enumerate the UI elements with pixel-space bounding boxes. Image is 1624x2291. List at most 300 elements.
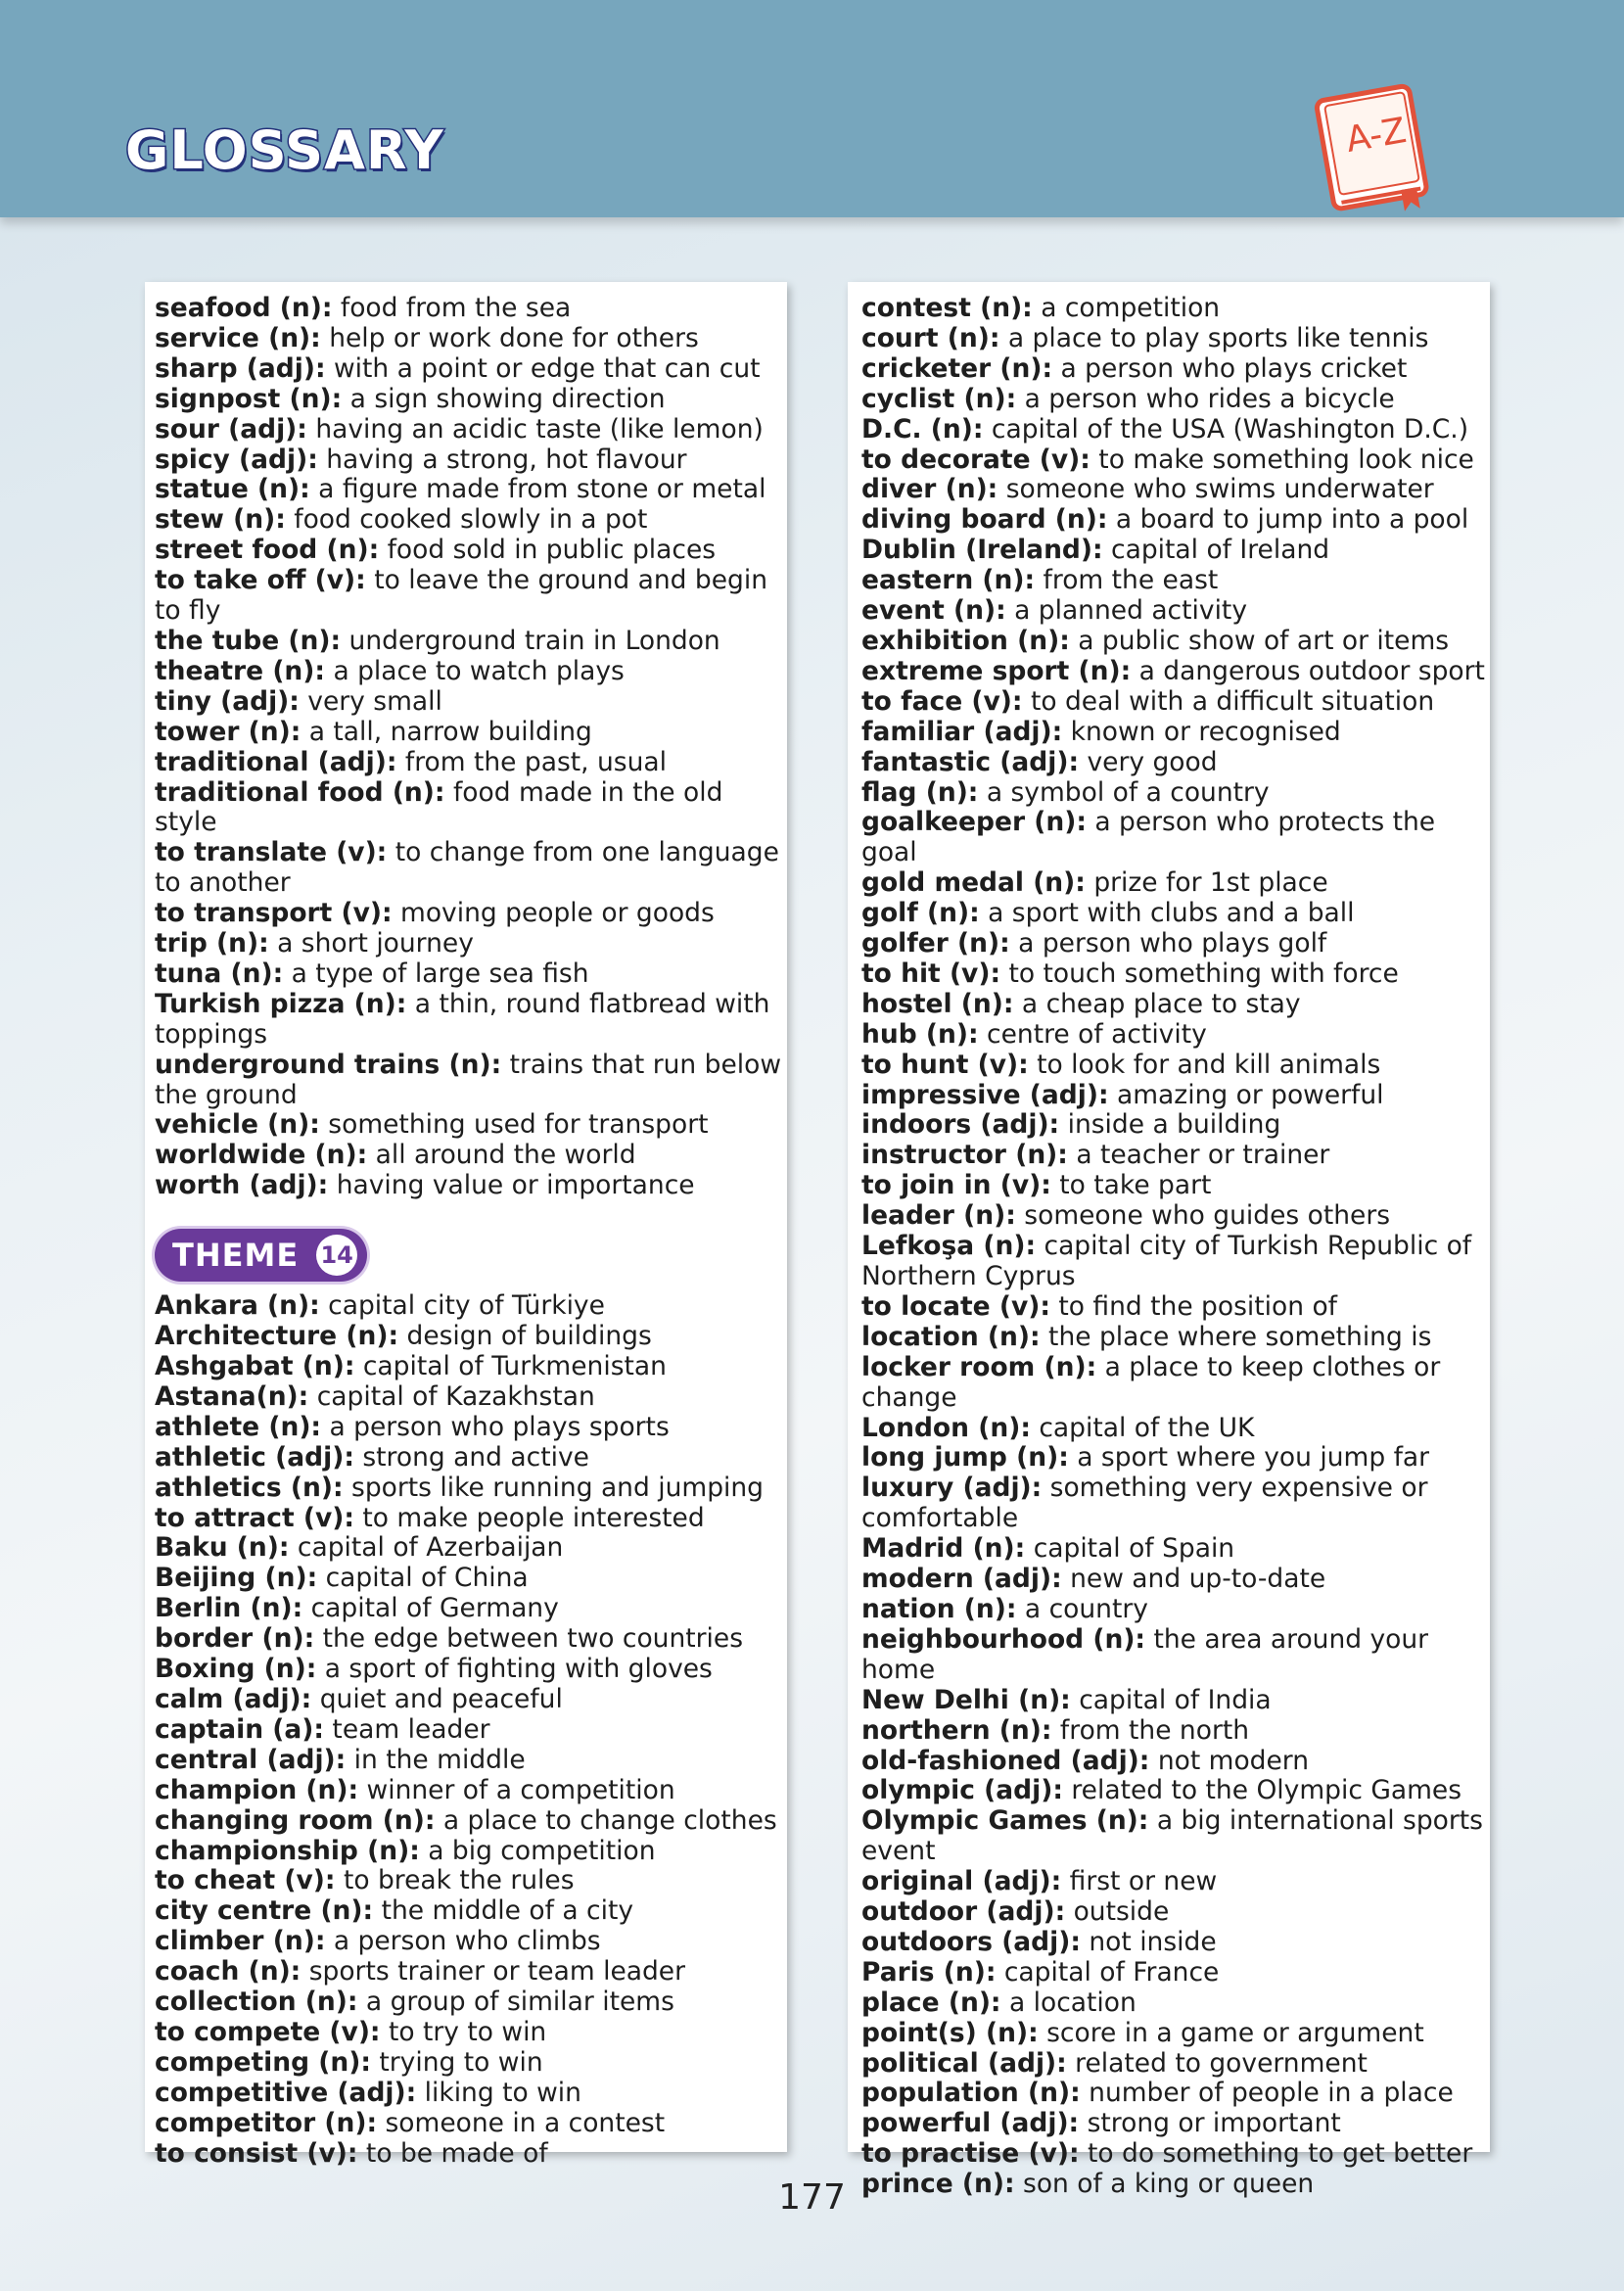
- glossary-entry: [861, 1686, 1488, 1716]
- glossary-entry: [155, 1655, 791, 1685]
- glossary-entry: [155, 929, 791, 959]
- glossary-entry: [861, 596, 1488, 627]
- entry-term: northern (n):: [861, 1714, 1052, 1746]
- entry-term: old-fashioned (adj):: [861, 1745, 1150, 1776]
- entry-definition: a cheap place to stay: [1013, 988, 1301, 1019]
- glossary-entry: [155, 2079, 791, 2109]
- glossary-entry: [861, 718, 1488, 748]
- entry-definition: known or recognised: [1062, 716, 1341, 747]
- glossary-entry: [155, 1594, 791, 1624]
- entry-definition: sports like running and jumping: [343, 1472, 764, 1503]
- glossary-entry: [155, 324, 791, 354]
- entry-term: place (n):: [861, 1987, 1001, 2018]
- entry-definition: a sign showing direction: [342, 383, 666, 414]
- entry-term: Turkish pizza (n):: [155, 988, 407, 1019]
- entry-term: to consist (v):: [155, 2137, 358, 2169]
- entry-definition: sports trainer or team leader: [301, 1956, 686, 1987]
- entry-definition: a country: [1016, 1593, 1148, 1624]
- entry-definition: to look for and kill animals: [1028, 1049, 1381, 1080]
- entry-definition: very small: [299, 685, 442, 717]
- entry-definition: someone who guides others: [1015, 1200, 1391, 1232]
- entry-definition: the place where something is: [1040, 1321, 1432, 1352]
- entry-term: calm (adj):: [155, 1683, 312, 1714]
- entry-term: tower (n):: [155, 716, 302, 747]
- glossary-entry: [155, 657, 791, 687]
- entry-definition: to be made of: [357, 2137, 548, 2169]
- glossary-entry: [861, 1806, 1488, 1867]
- entry-definition: a person who climbs: [325, 1926, 601, 1957]
- entry-definition: capital city of Turkish Republic of Northern Cyprus: [861, 1231, 1472, 1291]
- entry-definition: capital of France: [996, 1956, 1220, 1987]
- entry-term: tuna (n):: [155, 958, 284, 989]
- glossary-entry: [861, 324, 1488, 354]
- entry-definition: score in a game or argument: [1038, 2017, 1424, 2048]
- glossary-entry: [861, 1171, 1488, 1201]
- entry-definition: a figure made from stone or metal: [309, 474, 766, 505]
- glossary-entry: [155, 1504, 791, 1534]
- entry-definition: a person who protects the goal: [861, 807, 1436, 868]
- entry-definition: centre of activity: [978, 1018, 1207, 1050]
- glossary-entry: [155, 566, 791, 627]
- glossary-entry: [861, 1928, 1488, 1958]
- entry-definition: moving people or goods: [392, 898, 715, 929]
- entry-definition: the area around your home: [861, 1623, 1429, 1685]
- entry-definition: having value or importance: [328, 1170, 695, 1201]
- glossary-entry: [155, 687, 791, 718]
- glossary-entry: [861, 1747, 1488, 1777]
- entry-term: Boxing (n):: [155, 1654, 317, 1685]
- glossary-entry: [155, 1443, 791, 1473]
- entry-term: political (adj):: [861, 2047, 1067, 2079]
- entry-term: street food (n):: [155, 535, 380, 566]
- entry-definition: to change from one language to another: [155, 837, 779, 899]
- entry-term: signpost (n):: [155, 383, 343, 414]
- glossary-entry: [155, 1051, 791, 1111]
- glossary-entry: [155, 2139, 791, 2170]
- entry-term: neighbourhood (n):: [861, 1623, 1146, 1655]
- entry-definition: quiet and peaceful: [311, 1683, 563, 1714]
- entry-definition: capital of Spain: [1025, 1533, 1235, 1565]
- entry-definition: to leave the ground and begin to fly: [155, 565, 768, 627]
- entry-term: hub (n):: [861, 1018, 979, 1050]
- entry-definition: a place to watch plays: [325, 655, 625, 686]
- glossary-entry: [155, 354, 791, 385]
- glossary-entry: [155, 899, 791, 929]
- entry-definition: not inside: [1080, 1926, 1217, 1957]
- entry-definition: to find the position of: [1049, 1290, 1337, 1322]
- glossary-entry: [861, 687, 1488, 718]
- entry-definition: winner of a competition: [358, 1774, 675, 1805]
- glossary-entry: [155, 748, 791, 778]
- glossary-entry: [861, 2109, 1488, 2139]
- entry-term: worldwide (n):: [155, 1140, 368, 1171]
- entry-definition: a place to keep clothes or change: [861, 1351, 1441, 1413]
- entry-definition: a teacher or trainer: [1067, 1140, 1330, 1171]
- entry-term: competitor (n):: [155, 2107, 378, 2138]
- entry-term: coach (n):: [155, 1956, 302, 1987]
- entry-definition: number of people in a place: [1080, 2078, 1454, 2109]
- entry-definition: capital of the USA (Washington D.C.): [983, 413, 1469, 444]
- entry-term: champion (n):: [155, 1774, 359, 1805]
- entry-term: theatre (n):: [155, 655, 326, 686]
- left-column: [155, 294, 791, 2169]
- entry-term: prince (n):: [861, 2169, 1015, 2200]
- entry-definition: something used for transport: [319, 1109, 709, 1141]
- entry-definition: a person who plays cricket: [1052, 352, 1408, 384]
- entry-term: luxury (adj):: [861, 1473, 1043, 1504]
- entry-term: outdoor (adj):: [861, 1896, 1066, 1928]
- glossary-entry: [861, 2139, 1488, 2170]
- entry-definition: from the north: [1051, 1714, 1250, 1746]
- entry-term: original (adj):: [861, 1866, 1062, 1897]
- entry-definition: to touch something with force: [1000, 958, 1399, 989]
- glossary-entry: [155, 990, 791, 1051]
- entry-term: underground trains (n):: [155, 1049, 502, 1080]
- entry-term: service (n):: [155, 322, 321, 353]
- entry-definition: a tall, narrow building: [301, 716, 592, 747]
- entry-term: golfer (n):: [861, 928, 1010, 959]
- entry-term: sharp (adj):: [155, 352, 326, 384]
- glossary-entry: [861, 1776, 1488, 1806]
- glossary-entry: [861, 990, 1488, 1020]
- glossary-entry: [155, 1837, 791, 1867]
- entry-definition: outside: [1065, 1896, 1170, 1928]
- glossary-entry: [861, 1232, 1488, 1292]
- entry-term: London (n):: [861, 1412, 1031, 1443]
- glossary-entry: [155, 959, 791, 990]
- glossary-entry: [155, 1473, 791, 1504]
- glossary-entry: [861, 445, 1488, 476]
- entry-definition: having an acidic taste (like lemon): [306, 413, 764, 444]
- entry-term: athletic (adj):: [155, 1441, 354, 1473]
- entry-term: familiar (adj):: [861, 716, 1063, 747]
- entry-list-part-1: [155, 294, 791, 1201]
- glossary-entry: [861, 1201, 1488, 1232]
- entry-term: Astana(n):: [155, 1380, 309, 1412]
- glossary-entry: [861, 778, 1488, 809]
- entry-definition: a board to jump into a pool: [1107, 504, 1469, 536]
- entry-definition: a person who rides a bicycle: [1016, 383, 1395, 414]
- entry-term: diving board (n):: [861, 504, 1108, 536]
- entry-definition: not modern: [1149, 1745, 1310, 1776]
- entry-term: championship (n):: [155, 1835, 420, 1866]
- glossary-entry: [155, 1382, 791, 1413]
- entry-term: event (n):: [861, 595, 1006, 627]
- glossary-entry: [861, 1716, 1488, 1747]
- glossary-entry: [155, 1715, 791, 1746]
- entry-definition: strong and active: [353, 1441, 589, 1473]
- entry-definition: a type of large sea fish: [283, 958, 589, 989]
- entry-term: location (n):: [861, 1321, 1041, 1352]
- entry-term: athlete (n):: [155, 1411, 322, 1442]
- entry-term: central (adj):: [155, 1744, 347, 1775]
- entry-definition: food from the sea: [332, 293, 572, 323]
- entry-definition: team leader: [324, 1713, 490, 1745]
- glossary-entry: [155, 1413, 791, 1443]
- glossary-entry: [861, 415, 1488, 445]
- entry-definition: from the past, usual: [396, 746, 667, 777]
- page-number: 177: [778, 2177, 846, 2218]
- entry-term: court (n):: [861, 322, 1000, 353]
- entry-term: Dublin (Ireland):: [861, 535, 1103, 566]
- entry-term: to hit (v):: [861, 958, 1001, 989]
- entry-term: to practise (v):: [861, 2138, 1080, 2170]
- glossary-entry: [861, 1051, 1488, 1081]
- page-title: GLOSSARY: [125, 119, 444, 181]
- glossary-entry: [155, 1987, 791, 2018]
- entry-term: golf (n):: [861, 898, 980, 929]
- glossary-entry: [155, 294, 791, 324]
- entry-term: eastern (n):: [861, 565, 1036, 596]
- entry-term: stew (n):: [155, 504, 286, 536]
- entry-term: extreme sport (n):: [861, 655, 1132, 686]
- glossary-entry: [155, 1533, 791, 1564]
- entry-definition: help or work done for others: [320, 322, 699, 353]
- glossary-entry: [155, 1746, 791, 1776]
- glossary-entry: [155, 1141, 791, 1171]
- glossary-entry: [155, 445, 791, 476]
- entry-definition: capital of Kazakhstan: [308, 1380, 595, 1412]
- entry-definition: related to government: [1066, 2047, 1368, 2079]
- entry-definition: something very expensive or comfortable: [861, 1473, 1428, 1534]
- entry-term: climber (n):: [155, 1926, 326, 1957]
- glossary-entry: [861, 1141, 1488, 1171]
- glossary-entry: [861, 899, 1488, 929]
- entry-term: diver (n):: [861, 474, 998, 505]
- glossary-entry: [861, 1958, 1488, 1988]
- entry-term: instructor (n):: [861, 1140, 1068, 1171]
- glossary-entry: [861, 1414, 1488, 1444]
- glossary-entry: [155, 1776, 791, 1806]
- entry-definition: a place to change clothes: [435, 1804, 777, 1836]
- entry-definition: trains that run below the ground: [155, 1049, 782, 1110]
- entry-term: Baku (n):: [155, 1532, 290, 1564]
- glossary-entry: [861, 475, 1488, 505]
- entry-term: flag (n):: [861, 776, 979, 808]
- theme-badge: [155, 1229, 367, 1282]
- entry-term: Ashgabat (n):: [155, 1351, 355, 1381]
- glossary-entry: [155, 1866, 791, 1896]
- entry-term: point(s) (n):: [861, 2017, 1039, 2048]
- entry-term: worth (adj):: [155, 1170, 329, 1201]
- glossary-entry: [155, 718, 791, 748]
- glossary-entry: [155, 2018, 791, 2048]
- entry-term: to attract (v):: [155, 1502, 354, 1533]
- entry-term: to hunt (v):: [861, 1049, 1029, 1080]
- entry-term: to transport (v):: [155, 898, 393, 929]
- glossary-entry: [155, 838, 791, 899]
- entry-term: traditional food (n):: [155, 776, 445, 808]
- entry-definition: with a point or edge that can cut: [325, 352, 761, 384]
- glossary-entry: [861, 627, 1488, 657]
- entry-term: long jump (n):: [861, 1442, 1069, 1473]
- glossary-entry: [861, 1867, 1488, 1897]
- glossary-entry: [861, 929, 1488, 959]
- right-column: [861, 294, 1488, 2200]
- entry-term: indoors (adj):: [861, 1109, 1060, 1141]
- glossary-entry: [861, 294, 1488, 324]
- entry-definition: very good: [1079, 746, 1218, 777]
- entry-definition: from the east: [1035, 565, 1219, 596]
- entry-term: border (n):: [155, 1623, 315, 1655]
- entry-term: to locate (v):: [861, 1290, 1050, 1322]
- entry-definition: a planned activity: [1005, 595, 1248, 627]
- glossary-entry: [155, 1957, 791, 1987]
- entry-term: statue (n):: [155, 474, 310, 505]
- entry-definition: capital of Turkmenistan: [354, 1351, 667, 1381]
- glossary-entry: [861, 1534, 1488, 1565]
- entry-definition: a big international sports event: [861, 1805, 1483, 1867]
- glossary-entry: [861, 1625, 1488, 1686]
- entry-term: changing room (n):: [155, 1804, 436, 1836]
- glossary-entry: [861, 808, 1488, 868]
- glossary-entry: [861, 657, 1488, 687]
- entry-term: competitive (adj):: [155, 2077, 417, 2108]
- entry-term: to cheat (v):: [155, 1865, 336, 1896]
- glossary-entry: [155, 1322, 791, 1352]
- glossary-entry: [155, 1624, 791, 1655]
- entry-term: impressive (adj):: [861, 1079, 1109, 1110]
- entry-definition: capital of Germany: [302, 1593, 559, 1624]
- entry-term: competing (n):: [155, 2046, 371, 2078]
- entry-term: outdoors (adj):: [861, 1926, 1081, 1957]
- entry-term: modern (adj):: [861, 1564, 1062, 1595]
- glossary-entry: [155, 1896, 791, 1927]
- entry-term: locker room (n):: [861, 1351, 1097, 1382]
- entry-definition: a person who plays golf: [1009, 928, 1327, 959]
- entry-definition: strong or important: [1079, 2108, 1341, 2139]
- entry-term: Architecture (n):: [155, 1321, 399, 1352]
- entry-term: to join in (v):: [861, 1170, 1051, 1201]
- entry-definition: inside a building: [1059, 1109, 1281, 1141]
- glossary-entry: [155, 505, 791, 536]
- theme-label: THEME: [172, 1236, 300, 1274]
- entry-term: Olympic Games (n):: [861, 1805, 1149, 1837]
- entry-term: collection (n):: [155, 1987, 358, 2018]
- glossary-entry: [155, 1171, 791, 1201]
- glossary-entry: [155, 1291, 791, 1322]
- entry-term: exhibition (n):: [861, 625, 1070, 656]
- entry-term: population (n):: [861, 2078, 1081, 2109]
- entry-term: captain (a):: [155, 1713, 324, 1745]
- entry-term: Beijing (n):: [155, 1563, 318, 1594]
- entry-definition: having a strong, hot flavour: [317, 444, 687, 475]
- glossary-entry: [861, 1353, 1488, 1414]
- entry-term: traditional (adj):: [155, 746, 397, 777]
- entry-definition: trying to win: [370, 2046, 543, 2078]
- entry-definition: a group of similar items: [357, 1987, 674, 2018]
- entry-term: cricketer (n):: [861, 352, 1053, 384]
- glossary-entry: [861, 1292, 1488, 1323]
- entry-definition: a location: [1000, 1987, 1137, 2018]
- glossary-entry: [861, 868, 1488, 899]
- entry-definition: a dangerous outdoor sport: [1131, 655, 1485, 686]
- entry-term: the tube (n):: [155, 625, 342, 656]
- glossary-entry: [861, 1443, 1488, 1473]
- entry-term: city centre (n):: [155, 1895, 374, 1927]
- entry-definition: the edge between two countries: [314, 1623, 744, 1655]
- glossary-entry: [155, 536, 791, 566]
- glossary-entry: [861, 385, 1488, 415]
- entry-term: contest (n):: [861, 293, 1033, 323]
- glossary-entry: [861, 536, 1488, 566]
- glossary-entry: [861, 1473, 1488, 1534]
- glossary-entry: [155, 1564, 791, 1594]
- entry-term: Madrid (n):: [861, 1533, 1026, 1565]
- entry-term: sour (adj):: [155, 413, 307, 444]
- entry-term: tiny (adj):: [155, 685, 300, 717]
- entry-definition: a thin, round flatbread with toppings: [155, 988, 770, 1050]
- entry-list-part-2: [155, 1291, 791, 2169]
- glossary-entry: [155, 1352, 791, 1382]
- entry-definition: all around the world: [367, 1140, 636, 1171]
- entry-term: gold medal (n):: [861, 867, 1086, 899]
- entry-definition: a sport where you jump far: [1068, 1442, 1430, 1473]
- glossary-entry: [861, 1110, 1488, 1141]
- entry-definition: liking to win: [416, 2077, 581, 2108]
- entry-term: athletics (n):: [155, 1472, 344, 1503]
- entry-definition: someone who swims underwater: [998, 474, 1434, 505]
- entry-definition: food cooked slowly in a pot: [285, 504, 648, 536]
- entry-definition: a sport with clubs and a ball: [979, 898, 1355, 929]
- entry-definition: prize for 1st place: [1085, 867, 1328, 899]
- glossary-entry: [861, 1595, 1488, 1625]
- glossary-entry: [861, 1565, 1488, 1595]
- entry-definition: a big competition: [419, 1835, 656, 1866]
- entry-definition: a sport of fighting with gloves: [316, 1654, 713, 1685]
- entry-definition: capital of Azerbaijan: [289, 1532, 564, 1564]
- glossary-entry: [155, 778, 791, 839]
- entry-term: fantastic (adj):: [861, 746, 1080, 777]
- entry-definition: food sold in public places: [379, 535, 717, 566]
- glossary-entry: [861, 2079, 1488, 2109]
- entry-definition: to break the rules: [335, 1865, 575, 1896]
- entry-definition: to deal with a difficult situation: [1022, 685, 1435, 717]
- entry-term: to translate (v):: [155, 837, 388, 868]
- glossary-entry: [861, 354, 1488, 385]
- entry-definition: capital city of Türkiye: [319, 1290, 605, 1322]
- glossary-entry: [155, 1110, 791, 1141]
- entry-definition: related to the Olympic Games: [1062, 1775, 1462, 1806]
- entry-definition: a place to play sports like tennis: [999, 322, 1429, 353]
- entry-term: to take off (v):: [155, 565, 366, 596]
- glossary-entry: [155, 2109, 791, 2139]
- entry-definition: to try to win: [380, 2016, 547, 2047]
- glossary-entry: [155, 385, 791, 415]
- entry-term: to face (v):: [861, 685, 1023, 717]
- entry-definition: a public show of art or items: [1069, 625, 1450, 656]
- entry-definition: to take part: [1050, 1170, 1212, 1201]
- glossary-entry: [861, 1020, 1488, 1051]
- entry-term: hostel (n):: [861, 988, 1014, 1019]
- entry-term: cyclist (n):: [861, 383, 1017, 414]
- glossary-entry: [861, 1897, 1488, 1928]
- entry-definition: capital of India: [1070, 1684, 1272, 1715]
- entry-definition: underground train in London: [341, 625, 720, 656]
- glossary-entry: [861, 1323, 1488, 1353]
- entry-term: Ankara (n):: [155, 1290, 320, 1322]
- entry-definition: someone in a contest: [377, 2107, 666, 2138]
- glossary-entry: [861, 566, 1488, 596]
- entry-term: leader (n):: [861, 1200, 1016, 1232]
- glossary-entry: [861, 959, 1488, 990]
- entry-definition: design of buildings: [398, 1321, 652, 1352]
- entry-definition: a symbol of a country: [978, 776, 1270, 808]
- entry-term: to decorate (v):: [861, 444, 1090, 475]
- entry-definition: amazing or powerful: [1108, 1079, 1384, 1110]
- glossary-entry: [861, 2049, 1488, 2080]
- glossary-entry: [861, 1081, 1488, 1111]
